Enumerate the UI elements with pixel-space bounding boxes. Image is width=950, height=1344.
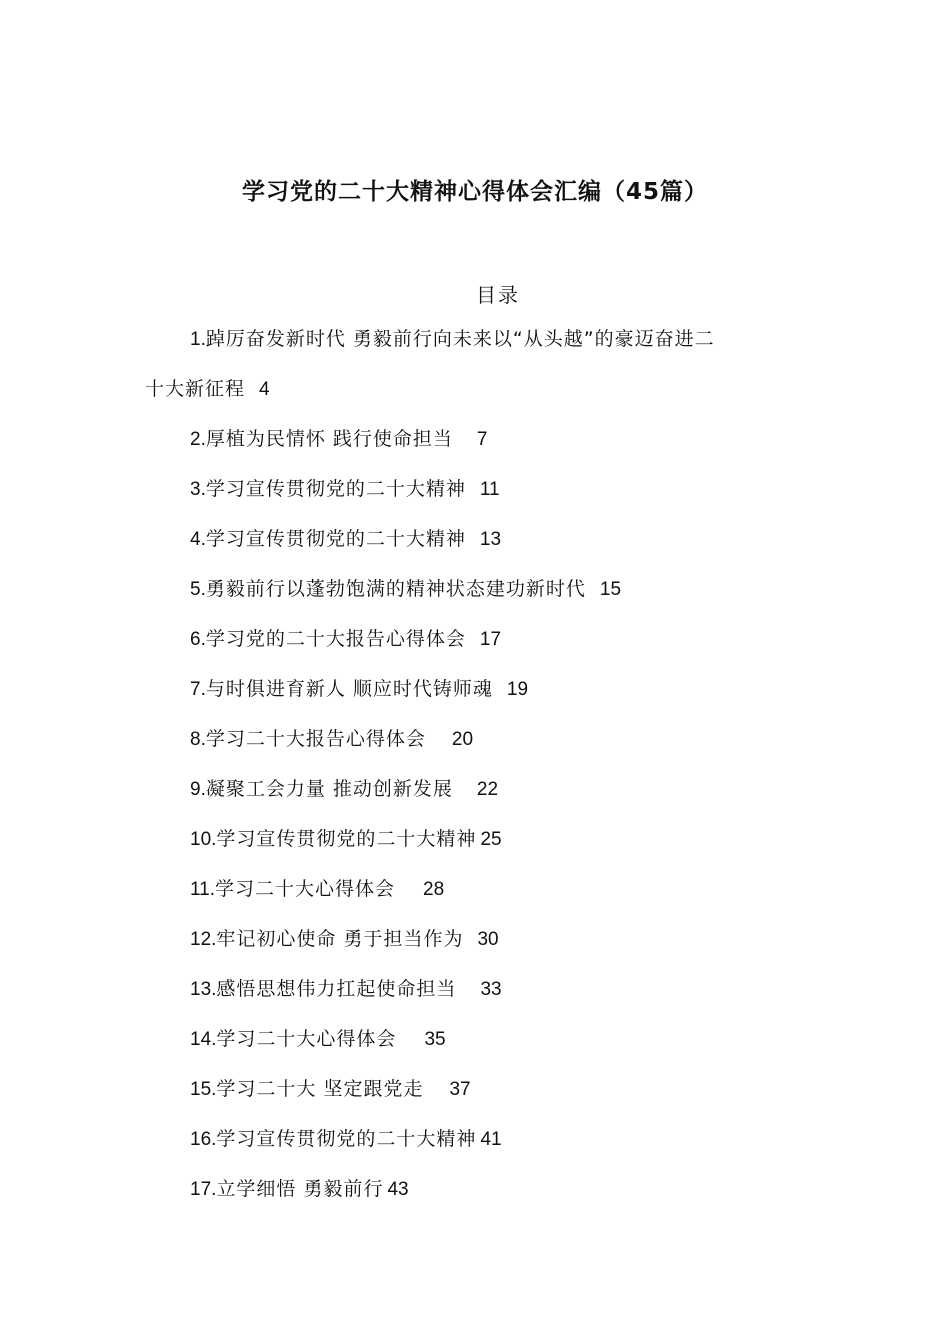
toc-entry-number: 16. [190, 1129, 217, 1150]
toc-entry-number: 9. [190, 779, 206, 800]
toc-entry-7[interactable] [190, 677, 528, 702]
toc-entry-4[interactable] [190, 527, 501, 552]
toc-entry-number: 10. [190, 829, 217, 850]
toc-entry-page: 13 [479, 529, 502, 550]
toc-entry-number: 12. [190, 929, 217, 950]
toc-entry-page: 35 [424, 1029, 446, 1050]
toc-entry-title: 勇毅前行以蓬勃饱满的精神状态建功新时代 [205, 578, 586, 600]
toc-entry-title: 凝聚工会力量 推动创新发展 [205, 778, 453, 800]
toc-entry-page: 28 [423, 879, 445, 900]
toc-entry-number: 8. [190, 729, 206, 750]
toc-entry-page: 41 [480, 1129, 502, 1150]
toc-entry-13[interactable] [190, 977, 502, 1002]
toc-entry-title-continued: 十大新征程 [145, 378, 246, 400]
toc-heading: 目录 [476, 283, 520, 307]
toc-entry-page: 37 [449, 1079, 471, 1100]
toc-entry-number: 3. [190, 479, 206, 500]
toc-entry-11[interactable] [190, 877, 444, 902]
toc-entry-title: 学习宣传贯彻党的二十大精神 [205, 478, 466, 500]
toc-entry-number: 6. [190, 629, 206, 650]
toc-entry-title: 学习党的二十大报告心得体会 [205, 628, 466, 650]
toc-entry-title: 厚植为民情怀 践行使命担当 [205, 428, 453, 450]
toc-entry-title: 与时俱进育新人 顺应时代铸师魂 [205, 678, 493, 700]
toc-entry-page: 33 [480, 979, 502, 1000]
toc-entry-number: 1. [190, 329, 206, 350]
toc-entry-1[interactable] [190, 327, 715, 352]
toc-entry-number: 7. [190, 679, 206, 700]
toc-entry-page: 15 [599, 579, 622, 600]
toc-entry-number: 13. [190, 979, 217, 1000]
toc-entry-2[interactable] [190, 427, 487, 452]
toc-entry-3[interactable] [190, 477, 500, 502]
toc-entry-9[interactable] [190, 777, 498, 802]
document-title: 学习党的二十大精神心得体会汇编（45篇） [241, 179, 708, 205]
toc-entry-title: 学习二十大 坚定跟党走 [216, 1078, 424, 1100]
toc-entry-14[interactable] [190, 1027, 446, 1052]
toc-entry-page: 17 [479, 629, 502, 650]
toc-entry-8[interactable] [190, 727, 473, 752]
toc-entry-17[interactable] [190, 1177, 409, 1202]
toc-entry-title: 学习二十大报告心得体会 [205, 728, 426, 750]
toc-entry-number: 11. [190, 879, 216, 900]
toc-entry-page: 20 [451, 729, 474, 750]
toc-entry-page: 30 [477, 929, 499, 950]
toc-entry-number: 14. [190, 1029, 217, 1050]
toc-entry-title: 学习宣传贯彻党的二十大精神 [216, 1128, 477, 1150]
toc-entry-page: 11 [479, 479, 500, 500]
toc-entry-number: 15. [190, 1079, 217, 1100]
toc-entry-10[interactable] [190, 827, 502, 852]
toc-entry-number: 2. [190, 429, 206, 450]
toc-entry-title: 学习宣传贯彻党的二十大精神 [216, 828, 477, 850]
toc-entry-number: 5. [190, 579, 206, 600]
toc-entry-title: 牢记初心使命 勇于担当作为 [216, 928, 464, 950]
toc-entry-page: 43 [387, 1179, 409, 1200]
toc-entry-title: 踔厉奋发新时代 勇毅前行向未来以“从头越”的豪迈奋进二 [205, 328, 715, 350]
toc-entry-page: 22 [476, 779, 499, 800]
toc-entry-page: 19 [506, 679, 529, 700]
toc-entry-title: 学习宣传贯彻党的二十大精神 [205, 528, 466, 550]
toc-entry-12[interactable] [190, 927, 499, 952]
toc-entry-number: 17. [190, 1179, 217, 1200]
toc-entry-page: 4 [259, 379, 270, 400]
toc-entry-title: 学习二十大心得体会 [215, 878, 396, 900]
toc-entry-number: 4. [190, 529, 206, 550]
toc-entry-1-continued[interactable] [145, 377, 270, 402]
toc-entry-15[interactable] [190, 1077, 471, 1102]
toc-entry-title: 立学细悟 勇毅前行 [216, 1178, 384, 1200]
toc-entry-page: 25 [480, 829, 502, 850]
toc-entry-5[interactable] [190, 577, 621, 602]
toc-entry-6[interactable] [190, 627, 501, 652]
toc-entry-page: 7 [476, 429, 488, 450]
toc-entry-title: 学习二十大心得体会 [216, 1028, 397, 1050]
toc-entry-16[interactable] [190, 1127, 502, 1152]
toc-entry-title: 感悟思想伟力扛起使命担当 [216, 978, 457, 1000]
